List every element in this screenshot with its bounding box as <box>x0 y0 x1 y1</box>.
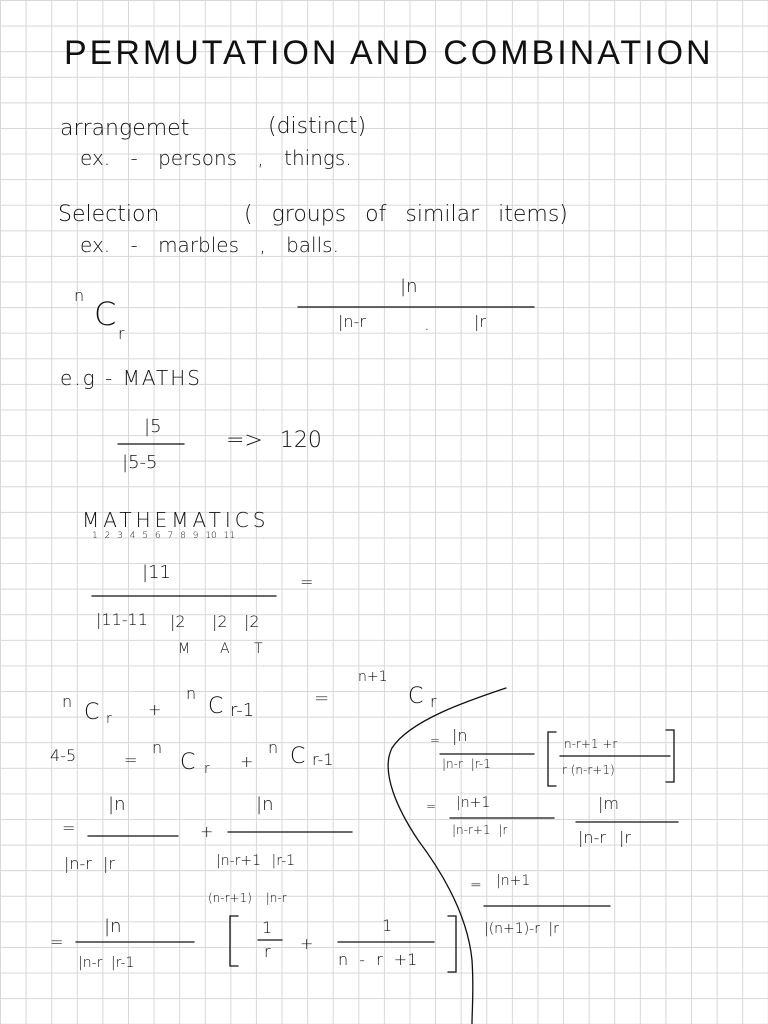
proof-lhs-eq: = <box>124 750 138 769</box>
proof-step2-eq: = <box>62 818 76 837</box>
identity-right-sup: n+1 <box>358 669 388 685</box>
right-r1-bnum: n-r+1 +r <box>564 737 618 751</box>
right-r2b-num: |m <box>598 794 619 813</box>
proof-f2-num: |n <box>256 794 274 815</box>
identity-left-base: C <box>84 700 100 725</box>
proof-f1-num: |n <box>108 794 126 815</box>
ncr-sup: n <box>74 286 85 305</box>
proof-f2-extra: (n-r+1) |n-r <box>208 891 287 905</box>
proof-t2-base: C <box>290 744 306 769</box>
proof-f3-num: |n <box>104 916 122 937</box>
example1-label: e.g - MATHS <box>60 366 202 390</box>
right-r1-den: |n-r |r-1 <box>442 757 491 771</box>
arrangement-term: arrangemet <box>60 116 190 141</box>
right-r1-num: |n <box>452 726 468 745</box>
identity-mid-sup: n <box>186 684 197 703</box>
identity-left-sub: r <box>106 711 112 727</box>
proof-t1-base: C <box>180 750 196 775</box>
right-r2-eq: = <box>426 799 437 813</box>
example2-letter-m: M <box>178 641 191 657</box>
proof-b2-den: n - r +1 <box>338 950 418 969</box>
proof-right-bracket <box>448 916 456 972</box>
proof-t2-sup: n <box>268 738 279 757</box>
example1-denominator: |5-5 <box>122 452 158 473</box>
identity-equals: = <box>314 688 330 709</box>
proof-step3-eq: = <box>50 932 64 951</box>
proof-f1-den: |n-r |r <box>64 854 115 873</box>
proof-b1-den: r <box>264 942 271 961</box>
right-r3-eq: = <box>470 877 482 893</box>
divider-curve <box>388 684 506 1024</box>
right-r3-num: |n+1 <box>496 873 531 889</box>
identity-right-sub: r <box>430 692 437 711</box>
example1-numerator: |5 <box>144 416 162 437</box>
proof-t1-sub: r <box>204 761 210 777</box>
proof-t2-sub: r-1 <box>312 750 334 769</box>
proof-plus-2: + <box>200 822 214 841</box>
proof-t1-sup: n <box>152 738 163 757</box>
proof-f2-den: |n-r+1 |r-1 <box>216 853 296 869</box>
right-r2-den: |n-r+1 |r <box>452 823 508 837</box>
right-r3-den: |(n+1)-r |r <box>484 921 559 937</box>
ncr-dot: . <box>424 314 430 335</box>
example2-den-a: |11-11 <box>96 610 148 629</box>
identity-mid-sub: r-1 <box>230 700 255 721</box>
example1-result: => 120 <box>226 428 322 453</box>
proof-plus: + <box>240 752 254 771</box>
selection-term: Selection <box>58 202 160 227</box>
example2-word: MATHEMATICS <box>82 508 270 532</box>
right-right-bracket <box>666 730 674 782</box>
proof-plus-3: + <box>300 934 314 953</box>
right-r1-bden: r (n-r+1) <box>562 763 615 777</box>
example2-numerator: |11 <box>142 562 171 583</box>
ncr-numerator: |n <box>400 276 418 297</box>
ncr-den-left: |n-r <box>338 312 366 331</box>
example2-indices: 1 2 3 4 5 6 7 8 9 10 11 <box>92 531 236 541</box>
ncr-sub: r <box>118 324 125 343</box>
example2-den-d: |2 <box>244 612 260 631</box>
selection-note: ( groups of similar items) <box>244 202 568 227</box>
ncr-base: C <box>94 295 117 333</box>
example2-letter-a: A <box>220 641 230 657</box>
arrangement-example: ex. - persons , things. <box>80 146 352 170</box>
right-r1-eq: = <box>430 733 441 747</box>
identity-right-base: C <box>408 684 424 709</box>
right-left-bracket <box>548 732 556 786</box>
proof-left-bracket <box>230 916 238 966</box>
page-title: PERMUTATION AND COMBINATION <box>64 34 714 72</box>
example2-den-c: |2 <box>212 612 228 631</box>
identity-plus: + <box>148 700 162 719</box>
example2-equals: = <box>300 572 314 591</box>
right-r2-num: |n+1 <box>456 795 491 811</box>
identity-mid-base: C <box>208 694 224 719</box>
right-r2b-den: |n-r |r <box>578 828 631 847</box>
proof-b1-num: 1 <box>262 918 273 937</box>
arrangement-note: (distinct) <box>268 114 367 139</box>
example2-letter-t: T <box>254 641 263 657</box>
selection-example: ex. - marbles , balls. <box>80 233 339 257</box>
identity-left-sup: n <box>62 692 73 711</box>
proof-lhs-label: 4-5 <box>50 746 77 765</box>
ncr-den-right: |r <box>474 312 486 331</box>
example2-den-b: |2 <box>170 612 186 631</box>
proof-f3-den: |n-r |r-1 <box>78 955 135 971</box>
proof-b2-num: 1 <box>382 916 393 935</box>
